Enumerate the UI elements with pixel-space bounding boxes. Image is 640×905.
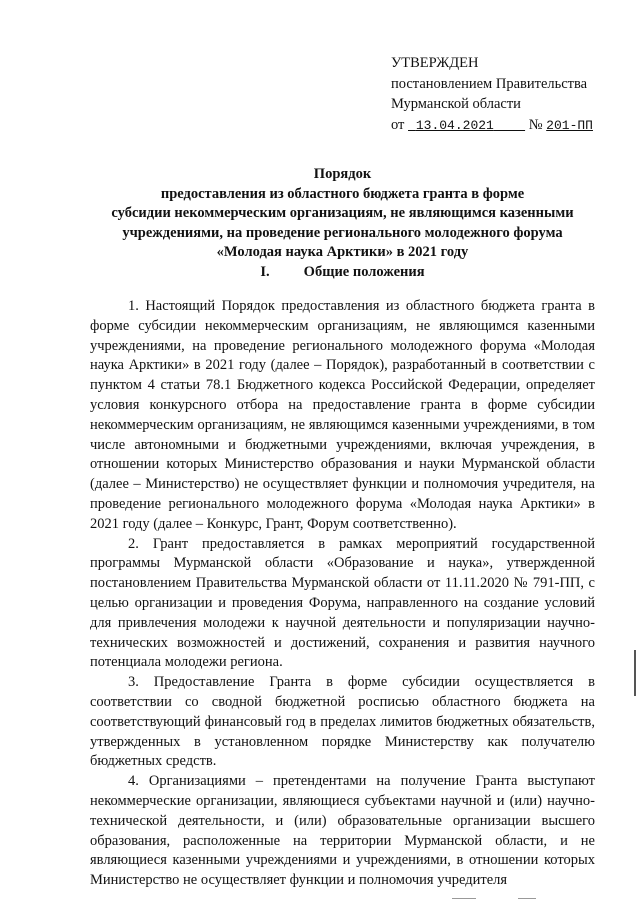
approval-line-government: постановлением Правительства [391,75,588,92]
title-line-1: Порядок [313,166,372,182]
date-prefix: от [391,116,405,133]
paragraph-4: 4. Организациями – претендентами на получение Гранта выступают некоммерческие организации, являющиеся субъектами научной и (или) научно-технической деятельности, и (или) образовательные организации высшего образования, расположенные на территории Мурманской области, и не являющиеся казенными учреждениями и учреждениями, в отношении которых Министерство не осуществляет функции и полномочия учредителя [90,773,595,889]
approval-date: 13.04.2021 [415,117,494,133]
title-line-2: предоставления из областного бюджета гранта в форме [160,185,525,202]
document-title [90,165,595,263]
title-line-5: «Молодая наука Арктики» в 2021 году [216,244,469,260]
footer-mark [452,898,476,899]
approval-line-region: Мурманской области [391,96,521,112]
footer-mark [518,898,536,899]
paragraph-3: 3. Предоставление Гранта в форме субсидии осуществляется в соответствии со сводной бюджетной росписью областного бюджета на соответствующий финансовый год в пределах лимитов бюджетных обязательств, утвержденных в установленном порядке Министерству как получателю бюджетных средств. [90,674,595,770]
approval-heading: УТВЕРЖДЕН [391,55,479,71]
title-line-4: учреждениями, на проведение регионального молодежного форума [122,224,563,241]
paragraph-2: 2. Грант предоставляется в рамках мероприятий государственной программы Мурманской области «Образование и наука», утвержденной постановлением Правительства Мурманской области от 11.11.2020 № 791-ПП, с целью организации и проведения Форума, направленного на создание условий для привлечения молодежи к научной деятельности и популяризации научно-технических возможностей и достижений, сохранения и развития научного потенциала молодежи региона. [90,535,595,671]
document-body [90,297,595,891]
number-prefix: № [528,116,543,133]
section-number: I. [260,264,270,280]
paragraph-1: 1. Настоящий Порядок предоставления из областного бюджета гранта в форме субсидии некоммерческим организациям, не являющимся казенными учреждениями, на проведение регионального молодежного форума «Молодая наука Арктики» в 2021 году (далее – Порядок), разработанный в соответствии с пунктом 4 статьи 78.1 Бюджетного кодекса Российской Федерации, определяет условия конкурсного отбора на предоставление гранта в форме субсидии некоммерческим организациям, не являющимся казенными учреждениями, в том числе автономными и бюджетными учреждениями, включая учреждения, в отношении которых Министерство образования и науки Мурманской области (далее – Министерство) не осуществляет функции и полномочия учредителя, на проведение регионального молодежного форума «Молодая наука Арктики» в 2021 году (далее – Конкурс, Грант, Форум соответственно). [90,298,595,532]
approval-stamp [391,53,631,136]
section-heading [90,262,595,282]
scan-artifact [634,650,636,696]
section-title: Общие положения [303,264,425,280]
title-line-3: субсидии некоммерческим организациям, не являющимся казенными [111,205,574,221]
approval-number: 201-ПП [546,117,593,133]
approval-date-number [391,115,631,137]
